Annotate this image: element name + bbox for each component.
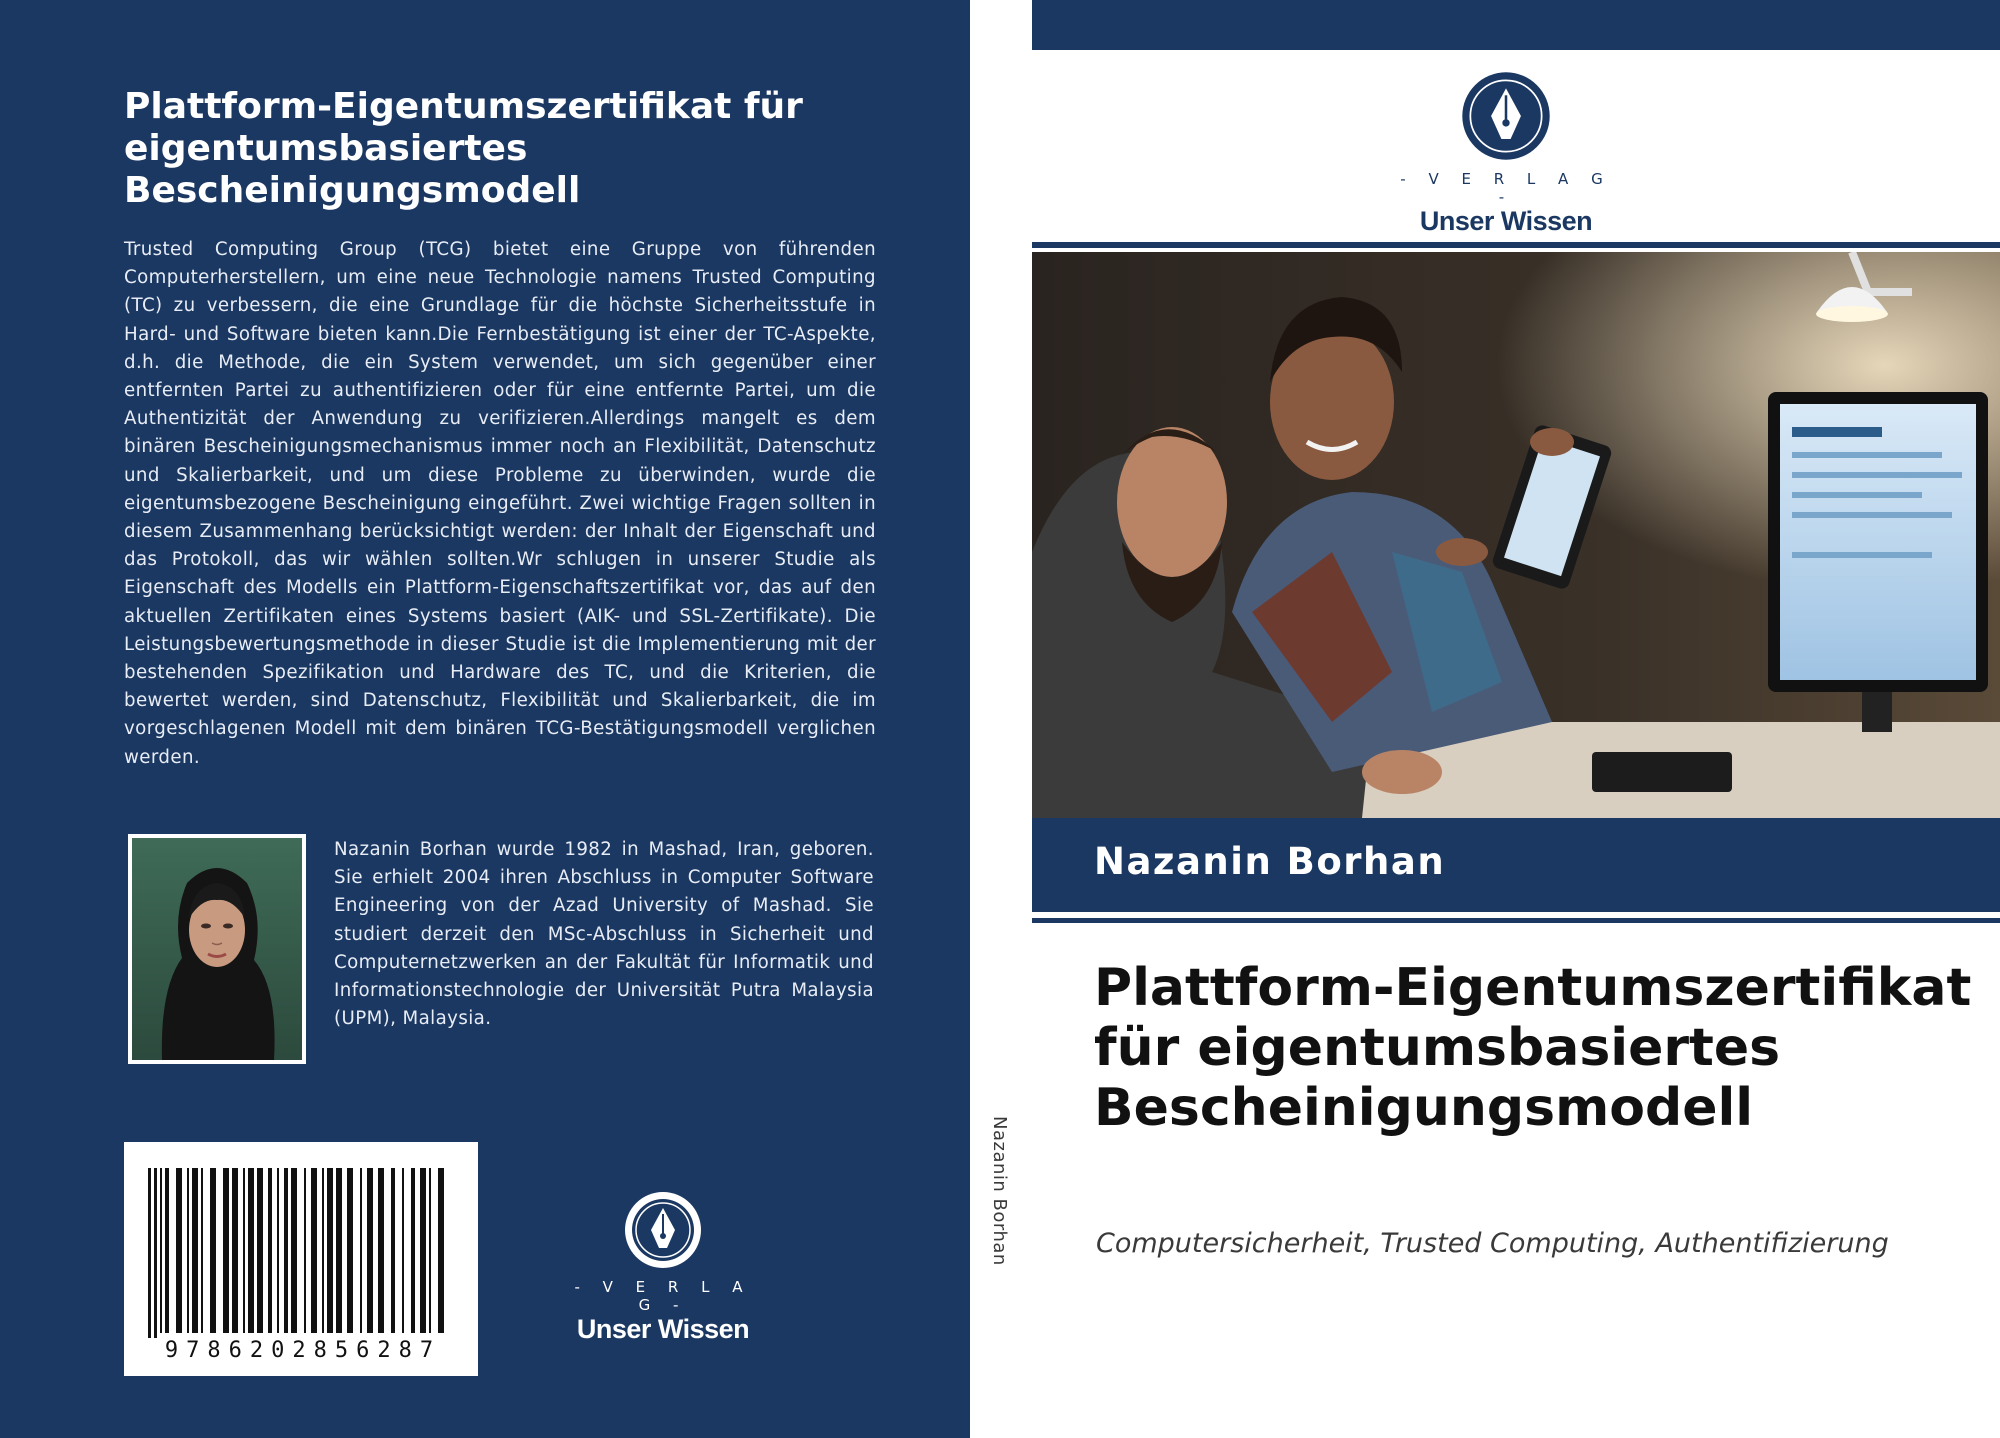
front-cover-title: Plattform-Eigentumszertifikat für eigentumsbasiertes Bescheinigungsmodell — [1094, 958, 1972, 1138]
barcode-bar — [429, 1168, 431, 1333]
barcode-bar — [248, 1168, 254, 1333]
photo-top-rule — [1032, 242, 2000, 248]
barcode-bar — [257, 1168, 263, 1333]
publisher-logo-back — [568, 1190, 758, 1345]
publisher-label: - V E R L A G - — [574, 1278, 752, 1314]
barcode-bar — [438, 1168, 444, 1333]
fountain-pen-nib-icon — [623, 1190, 703, 1270]
isbn-number: 9786202856287 — [164, 1338, 442, 1363]
cover-photo — [1032, 252, 2000, 818]
barcode-bar — [243, 1168, 245, 1333]
barcode-bar — [187, 1168, 189, 1333]
back-cover-title: Plattform-Eigentumszertifikat für eigentumsbasiertes Bescheinigungsmodell — [124, 86, 803, 211]
barcode-bar — [148, 1168, 151, 1338]
barcode-bar — [304, 1168, 306, 1333]
author-portrait-image — [132, 838, 302, 1060]
author-band — [1032, 818, 2000, 912]
barcode-bar — [154, 1168, 157, 1338]
barcode-bar — [347, 1168, 353, 1333]
barcode-bar — [232, 1168, 238, 1333]
top-bar — [1032, 0, 2000, 50]
fountain-pen-nib-icon — [1460, 70, 1552, 162]
barcode-bar — [402, 1168, 404, 1333]
back-cover-blurb: Trusted Computing Group (TCG) bietet eine Gruppe von führenden Computerherstellern, um eine neue Technologie namens Trusted Computing (TC) zu verbessern, die eine Grundlage für die höchste Sicherheitsstufe in Hard- und Software bieten kann.Die Fernbestätigung ist einer der TC-Aspekte, d.h. die Methode, die ein System verwendet, um sich gegenüber einer entfernten Partei zu authentifizieren oder für eine entfernte Partei, um die Authentizität der Anwendung zu verifizieren.Allerdings mangelt es dem binären Bescheinigungsmechanismus immer noch an Flexibilität, Datenschutz und Skalierbarkeit, und um diese Probleme zu überwinden, wurde die eigentumsbezogene Bescheinigung eingeführt. Zwei wichtige Fragen sollten in diesem Zusammenhang berücksichtigt werden: der Inhalt der Eigenschaft und das Protokoll, das wir wählen sollten.Wr schlugen in unserer Studie als Eigenschaft des Modells ein Plattform-Eigenschaftszertifikat vor, das auf den aktuellen Zertifikaten eines Systems basiert (AIK- und SSL-Zertifikate). Die Leistungsbewertungsmethode in dieser Studie ist die Implementierung mit der bestehenden Spezifikation und Hardware des TC, und die Kriterien, die bewertet werden, sind Datenschutz, Flexibilität und Skalierbarkeit, die im vorgeschlagenen Modell mit dem binären TCG-Bestätigungsmodell verglichen werden. — [124, 239, 876, 768]
author-band-rule — [1032, 918, 2000, 923]
publisher-name: Unser Wissen — [576, 1314, 750, 1344]
barcode-bar — [322, 1168, 324, 1333]
barcode-bar — [360, 1168, 362, 1333]
author-biography: Nazanin Borhan wurde 1982 in Mashad, Iran, geboren. Sie erhielt 2004 ihren Abschluss in Computer Software Engineering von der Azad University of Mashad. Sie studiert derzeit den MSc-Abschluss in Sicherheit und Computernetzwerken an der Fakultät für Informatik und Informationstechnologie der Universität Putra Malaysia (UPM), Malaysia. — [334, 839, 874, 1030]
barcode-bar — [311, 1168, 317, 1333]
barcode-bar — [378, 1168, 384, 1333]
barcode-bar — [210, 1168, 216, 1333]
barcode-bar — [192, 1168, 198, 1333]
barcode-bar — [165, 1168, 169, 1333]
publisher-label: - V E R L A G - — [1400, 170, 1612, 206]
barcode-bar — [268, 1168, 272, 1333]
barcode-bar — [336, 1168, 342, 1333]
cover-photo-image — [1032, 252, 2000, 818]
barcode-bar — [277, 1168, 279, 1333]
author-photo — [128, 834, 306, 1064]
publisher-logo-front — [1396, 70, 1616, 237]
barcode-bar — [160, 1168, 162, 1333]
front-cover-subtitle: Computersicherheit, Trusted Computing, Authentifizierung — [1096, 1228, 1889, 1259]
barcode-bar — [284, 1168, 288, 1333]
spine-author: Nazanin Borhan — [989, 1116, 1010, 1266]
front-author-name: Nazanin Borhan — [1094, 840, 1446, 883]
barcode-bar — [411, 1168, 415, 1333]
barcode-bar — [391, 1168, 395, 1333]
barcode-bars — [144, 1168, 460, 1338]
back-cover — [0, 0, 970, 1438]
barcode-bar — [176, 1168, 182, 1333]
barcode-bar — [223, 1168, 229, 1333]
barcode-bar — [291, 1168, 297, 1333]
isbn-barcode — [124, 1142, 478, 1376]
barcode-bar — [367, 1168, 373, 1333]
barcode-bar — [327, 1168, 333, 1333]
publisher-name: Unser Wissen — [1419, 206, 1593, 236]
barcode-bar — [201, 1168, 203, 1333]
barcode-bar — [420, 1168, 426, 1333]
